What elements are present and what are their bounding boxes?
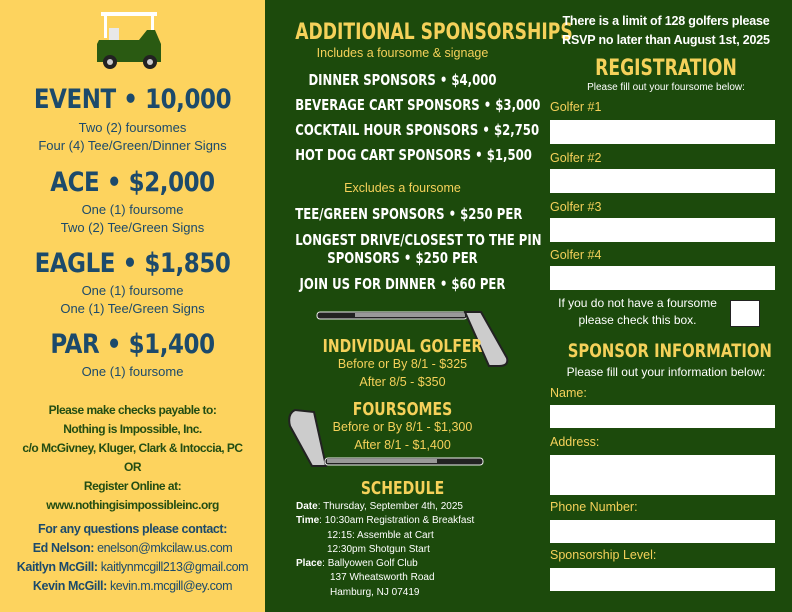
time-value: 12:15: Assemble at Cart: [327, 529, 434, 541]
sponsorship-item: LONGEST DRIVE/CLOSEST TO THE PIN: [295, 231, 542, 249]
contact-title: For any questions please contact:: [38, 522, 227, 536]
contact-name: Kaitlyn McGill:: [16, 560, 98, 574]
tier-line: One (1) foursome: [81, 202, 184, 217]
sponsorship-item: DINNER SPONSORS • $4,000: [308, 71, 497, 89]
sponsorship-item: SPONSORS • $250 PER: [327, 249, 478, 267]
golfer-2-input[interactable]: [550, 169, 775, 193]
note-line: please check this box.: [578, 313, 697, 327]
time-label: Time: [296, 515, 320, 527]
golfer-4-input[interactable]: [550, 266, 775, 290]
golfer-3-input[interactable]: [550, 218, 775, 242]
golfer-1-input[interactable]: [550, 120, 775, 144]
contact-name: Ed Nelson:: [32, 541, 94, 555]
golfer-label: Golfer #1: [550, 100, 602, 114]
payment-info: [0, 401, 265, 515]
place-label: Place: [296, 558, 323, 570]
contact-email[interactable]: kevin.m.mcgill@ey.com: [109, 579, 233, 593]
registration-title: REGISTRATION: [595, 56, 737, 81]
address-input[interactable]: [550, 455, 775, 495]
price-line: After 8/5 - $350: [359, 375, 446, 389]
golf-cart-icon: [95, 10, 165, 72]
golfer-label: Golfer #4: [550, 248, 602, 262]
sponsorship-level-input[interactable]: [550, 568, 775, 591]
sponsor-info-subtitle: Please fill out your information below:: [566, 365, 766, 379]
place-value: : Ballyowen Golf Club: [322, 558, 418, 570]
payment-line: Please make checks payable to:: [48, 403, 217, 417]
individual-title: INDIVIDUAL GOLFER: [322, 336, 483, 357]
place-value: Hamburg, NJ 07419: [330, 586, 420, 598]
website-link[interactable]: www.nothingisimpossibleinc.org: [46, 498, 219, 512]
contact-info: [0, 520, 265, 596]
place-value: 137 Wheatsworth Road: [330, 572, 435, 584]
phone-input[interactable]: [550, 520, 775, 543]
notice-line: There is a limit of 128 golfers please: [562, 14, 770, 28]
foursomes-title: FOURSOMES: [352, 399, 453, 420]
registration-subtitle: Please fill out your foursome below:: [587, 82, 745, 93]
tier-line: One (1) foursome: [81, 364, 184, 379]
sponsorship-item: BEVERAGE CART SPONSORS • $3,000: [295, 96, 541, 114]
payment-line: OR: [124, 460, 141, 474]
section-subtitle: Includes a foursome & signage: [316, 46, 489, 60]
sponsor-info-title: SPONSOR INFORMATION: [567, 340, 772, 362]
tier-line: Two (2) Tee/Green Signs: [60, 220, 205, 235]
sponsorship-item: JOIN US FOR DINNER • $60 PER: [299, 275, 506, 293]
payment-line: c/o McGivney, Kluger, Clark & Intoccia, PC: [22, 441, 243, 455]
tier-title: EVENT • 10,000: [33, 84, 232, 115]
note-line: If you do not have a foursome: [558, 296, 717, 310]
no-foursome-note: [545, 295, 730, 329]
date-value: : Thursday, September 4th, 2025: [317, 501, 463, 512]
notice-line: RSVP no later than August 1st, 2025: [562, 33, 770, 47]
contact-name: Kevin McGill:: [32, 579, 107, 593]
time-value: 12:30pm Shotgun Start: [327, 543, 430, 555]
schedule-details: [296, 500, 474, 600]
price-line: After 8/1 - $1,400: [354, 438, 451, 452]
sponsorship-level-label: Sponsorship Level:: [550, 548, 657, 562]
tier-title: EAGLE • $1,850: [34, 248, 231, 279]
sponsorship-item: TEE/GREEN SPONSORS • $250 PER: [295, 205, 523, 223]
registration-panel: [540, 0, 792, 612]
golfer-label: Golfer #2: [550, 151, 602, 165]
golfer-label: Golfer #3: [550, 200, 602, 214]
sponsorship-tiers-panel: [0, 0, 265, 612]
payment-line: Nothing is Impossible, Inc.: [63, 422, 202, 436]
contact-email[interactable]: kaitlynmcgill213@gmail.com: [100, 560, 249, 574]
no-foursome-checkbox[interactable]: [730, 300, 760, 327]
excludes-note: Excludes a foursome: [344, 181, 461, 195]
sponsorship-item: COCKTAIL HOUR SPONSORS • $2,750: [295, 121, 540, 139]
address-label: Address:: [550, 435, 600, 449]
name-input[interactable]: [550, 405, 775, 428]
tier-line: One (1) foursome: [81, 283, 184, 298]
price-line: Before or By 8/1 - $325: [337, 357, 468, 371]
name-label: Name:: [550, 386, 587, 400]
rsvp-notice: [540, 12, 792, 50]
phone-label: Phone Number:: [550, 500, 638, 514]
tier-title: PAR • $1,400: [50, 329, 215, 360]
tier-line: Four (4) Tee/Green/Dinner Signs: [38, 138, 227, 153]
sponsorship-item: HOT DOG CART SPONSORS • $1,500: [295, 146, 532, 164]
tier-title: ACE • $2,000: [50, 167, 215, 198]
time-value: : 10:30am Registration & Breakfast: [319, 515, 475, 527]
date-label: Date: [296, 501, 318, 512]
tier-line: One (1) Tee/Green Signs: [60, 301, 205, 316]
schedule-title: SCHEDULE: [360, 478, 445, 499]
contact-email[interactable]: enelson@mkcilaw.us.com: [97, 541, 233, 555]
price-line: Before or By 8/1 - $1,300: [332, 420, 473, 434]
tier-line: Two (2) foursomes: [78, 120, 187, 135]
section-title: ADDITIONAL SPONSORSHIPS: [295, 20, 573, 45]
payment-line: Register Online at:: [83, 479, 182, 493]
